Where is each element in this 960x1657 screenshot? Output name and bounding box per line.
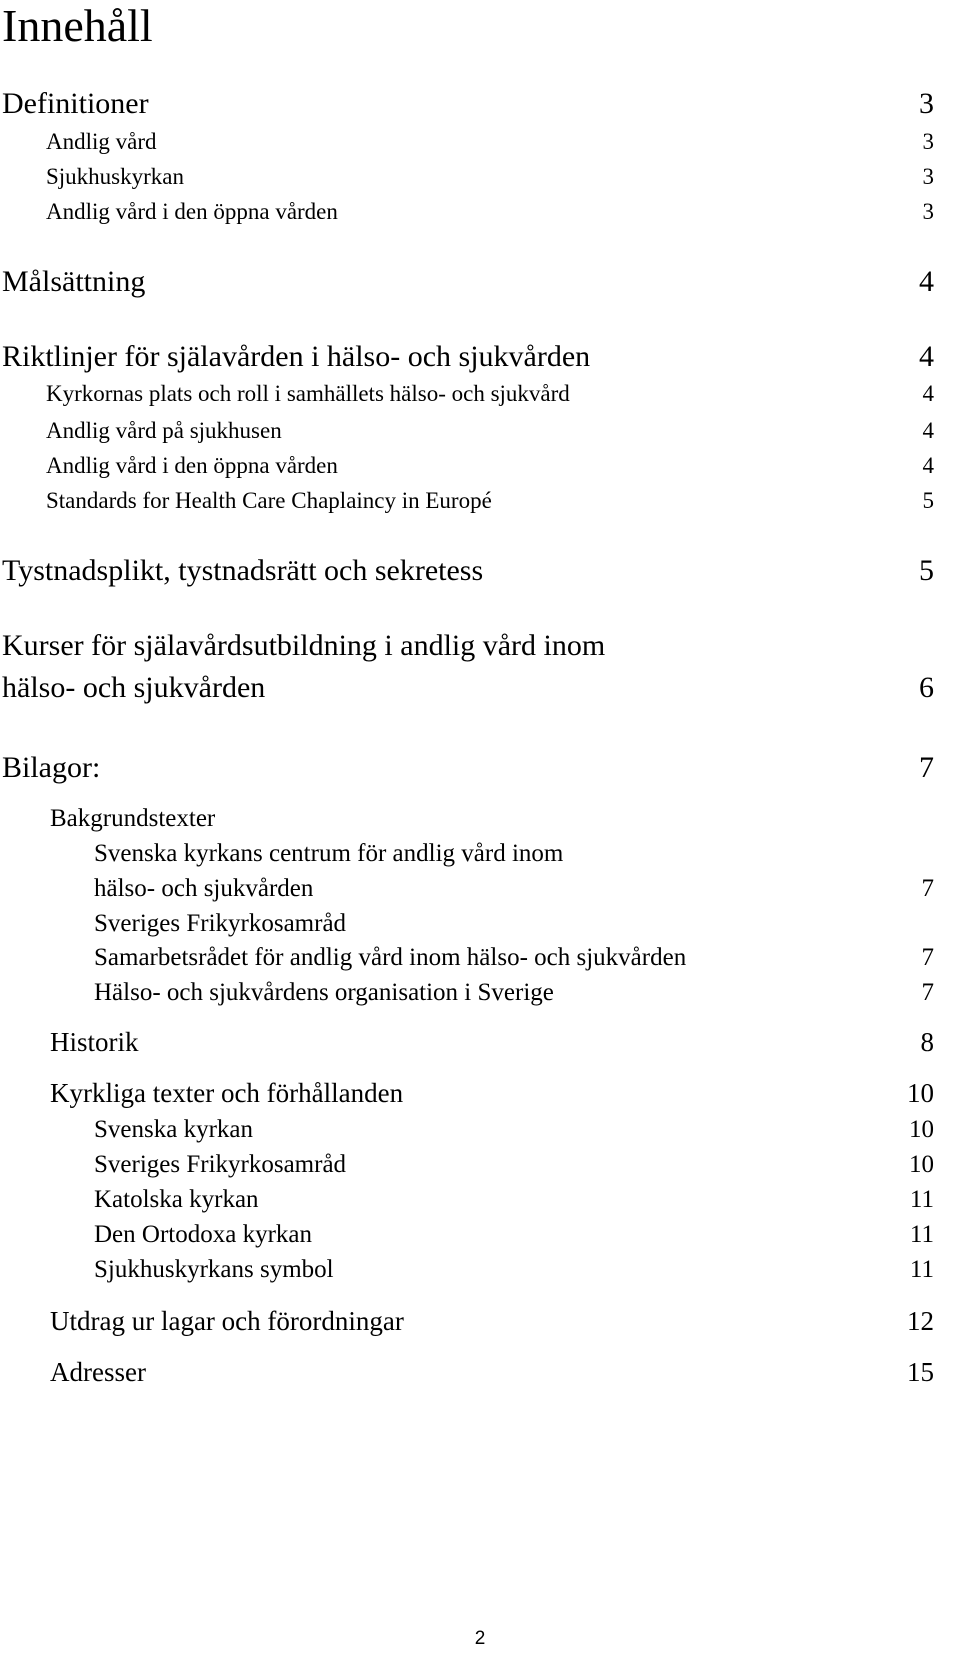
toc-entry-page: 10 (909, 1116, 934, 1143)
toc-entry-page: 4 (919, 265, 934, 298)
toc-entry-page: 10 (909, 1151, 934, 1178)
toc-entry-page: 6 (919, 671, 934, 704)
toc-entry-page: 3 (922, 164, 934, 189)
toc-entry-text: Kurser för själavårdsutbildning i andlig vård inom (2, 629, 606, 662)
toc-entry-text: Historik (50, 1027, 139, 1057)
toc-entry-page: 3 (922, 129, 934, 154)
toc-entry-text: Riktlinjer för själavården i hälso- och sjukvården (2, 340, 591, 373)
toc-entry-text: Andlig vård (46, 129, 157, 154)
toc-entry-page: 11 (909, 1186, 934, 1213)
toc-entry-page: 7 (921, 979, 934, 1006)
toc-entry-text: Samarbetsrådet för andlig vård inom hälso- och sjukvården (94, 944, 687, 971)
toc-entry-text: Utdrag ur lagar och förordningar (50, 1306, 404, 1336)
page-number: 2 (474, 1628, 486, 1649)
toc-entry-text: Bakgrundstexter (50, 805, 216, 832)
toc-entry-page: 10 (907, 1078, 934, 1108)
toc-entry-text: Standards for Health Care Chaplaincy in Europé (46, 488, 492, 513)
toc-entry-text: Sveriges Frikyrkosamråd (94, 1151, 347, 1178)
toc-entry-page: 8 (920, 1027, 934, 1057)
toc-entry-text: Målsättning (2, 265, 146, 298)
toc-entry-page: 4 (922, 381, 934, 406)
toc-entry-page: 11 (909, 1221, 934, 1248)
toc-entry-text: Adresser (50, 1357, 146, 1387)
toc-entry-text: Katolska kyrkan (94, 1186, 259, 1213)
toc-entry-text: Sjukhuskyrkans symbol (94, 1256, 334, 1283)
toc-entry-page: 3 (919, 87, 934, 120)
toc-entry-text: Den Ortodoxa kyrkan (94, 1221, 312, 1248)
toc-entry-page: 4 (919, 340, 934, 373)
toc-entry-text: hälso- och sjukvården (2, 671, 266, 704)
toc-entry-text: Andlig vård på sjukhusen (46, 418, 282, 443)
toc-entry-page: 3 (922, 199, 934, 224)
toc-entry-page: 5 (919, 554, 934, 587)
toc-entry-page: 11 (909, 1256, 934, 1283)
toc-entry-text: Svenska kyrkan (94, 1116, 253, 1143)
toc-entry-text: Kyrkornas plats och roll i samhällets hälso- och sjukvård (46, 381, 570, 406)
toc-entry-text: hälso- och sjukvården (94, 875, 314, 902)
toc-entry-text: Sjukhuskyrkan (46, 164, 184, 189)
toc-entry-page: 7 (921, 944, 934, 971)
toc-entry-page: 15 (907, 1357, 934, 1387)
toc-entry-page: 4 (922, 418, 934, 443)
toc-entry-text: Hälso- och sjukvårdens organisation i Sverige (94, 979, 554, 1006)
toc-entry-text: Sveriges Frikyrkosamråd (94, 910, 347, 937)
toc-entry-page: 5 (922, 488, 934, 513)
page-title: Innehåll (2, 0, 153, 51)
toc-entry-text: Tystnadsplikt, tystnadsrätt och sekretess (2, 554, 484, 587)
toc-entry-page: 7 (921, 875, 934, 902)
toc-entry-page: 4 (922, 453, 934, 478)
toc-entry-text: Andlig vård i den öppna vården (46, 453, 338, 478)
toc-entry-text: Kyrkliga texter och förhållanden (50, 1078, 404, 1108)
toc-entry-text: Andlig vård i den öppna vården (46, 199, 338, 224)
toc-entry-text: Bilagor: (2, 751, 101, 784)
toc-entry-text: Svenska kyrkans centrum för andlig vård inom (94, 840, 564, 867)
toc-entry-page: 12 (907, 1306, 934, 1336)
toc-entry-page: 7 (919, 751, 934, 784)
toc-entry-text: Definitioner (2, 87, 149, 120)
